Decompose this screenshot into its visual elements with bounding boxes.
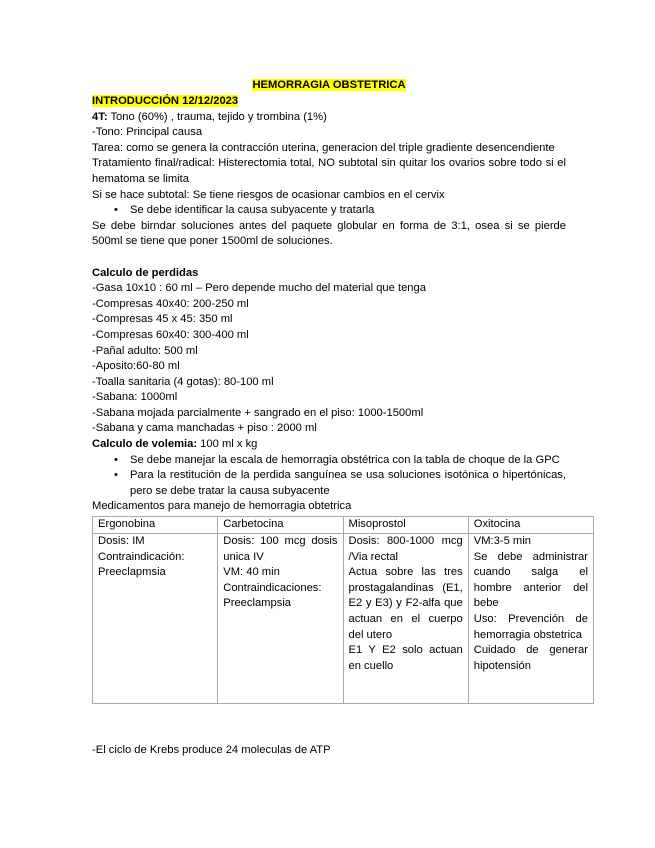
intro-subtotal-line: Si se hace subtotal: Se tiene riesgos de ocasionar cambios en el cervix — [92, 188, 445, 201]
cell-text: Contraindicación: — [98, 550, 185, 563]
table-header-cell: Carbetocina — [218, 517, 343, 534]
cell-text: Dosis: 800-1000 mcg /Via rectal — [348, 535, 463, 563]
cell-text: VM: 40 min — [223, 566, 280, 579]
cell-text: Actua sobre las tres prostagalandinas (E1, E2 y E3) y F2-alfa que actuan en el cuerpo del utero — [348, 566, 463, 641]
intro-4t-line — [92, 110, 566, 126]
carbetocina-cell — [218, 534, 343, 704]
intro-tarea-paragraph: Tarea: como se genera la contracción uterina, generacion del triple gradiente desencendiente — [92, 141, 555, 154]
misoprostol-cell — [343, 534, 468, 704]
cell-text: VM:3-5 min — [473, 535, 531, 548]
medication-table — [92, 516, 594, 704]
perdidas-heading: Calculo de perdidas — [92, 266, 199, 279]
cell-text: Se debe administrar cuando salga el hombre anterior del bebe — [473, 550, 588, 610]
spacer — [92, 250, 566, 266]
intro-heading-row — [92, 94, 566, 110]
perdidas-item: -Gasa 10x10 : 60 ml – Pero depende mucho del material que tenga — [92, 282, 426, 295]
cell-text: Preeclapmsia — [98, 566, 166, 579]
perdidas-item: -Sabana y cama manchadas + piso : 2000 ml — [92, 422, 317, 435]
document-body — [92, 78, 588, 704]
intro-heading: INTRODUCCIÓN 12/12/2023 — [92, 95, 239, 107]
volemia-bullet-item: • Se debe manejar la escala de hemorragia obstétrica con la tabla de choque de la GPC — [130, 453, 566, 469]
volemia-line — [92, 437, 566, 453]
perdidas-item: -Sabana: 1000ml — [92, 391, 178, 404]
table-header-cell: Misoprostol — [343, 517, 468, 534]
table-header-cell: Oxitocina — [468, 517, 593, 534]
volemia-bullet-item: • Para la restitución de la perdida sanguínea se usa soluciones isotónica o hipertónicas, pero se debe tratar la causa subyacente — [130, 468, 566, 499]
table-header-row — [93, 517, 594, 534]
perdidas-item: -Compresas 40x40: 200-250 ml — [92, 297, 249, 310]
intro-4t-text: Tono (60%) , trauma, tejido y trombina (1%) — [107, 110, 327, 123]
ergonobina-cell — [93, 534, 218, 704]
oxitocina-cell — [468, 534, 593, 704]
volemia-value: 100 ml x kg — [197, 438, 258, 451]
intro-4t-label: 4T: — [92, 110, 108, 123]
intro-soluciones-paragraph: Se debe birndar soluciones antes del paquete globular en forma de 3:1, osea si se pierde 500ml se tiene que poner 1500ml de soluciones. — [92, 219, 566, 248]
volemia-bullet-list — [92, 453, 566, 500]
perdidas-item: -Sabana mojada parcialmente + sangrado en el piso: 1000-1500ml — [92, 406, 424, 419]
cell-text: Uso: Prevención de hemorragia obstetrica — [473, 613, 588, 641]
cell-text: Contraindicaciones: Preeclampsia — [223, 581, 322, 610]
cell-text: Cuidado de generar hipotensión — [473, 644, 588, 672]
intro-bullet-item: • Se debe identificar la causa subyacente y tratarla — [130, 203, 566, 219]
footer-note: -El ciclo de Krebs produce 24 moleculas de ATP — [92, 744, 331, 756]
perdidas-item: -Toalla sanitaria (4 gotas): 80-100 ml — [92, 375, 274, 388]
perdidas-item: -Aposito:60-80 ml — [92, 360, 180, 373]
cell-text: Dosis: 100 mcg dosis unica IV — [223, 535, 338, 563]
perdidas-item: -Compresas 60x40: 300-400 ml — [92, 328, 249, 341]
table-header-cell: Ergonobina — [93, 517, 218, 534]
perdidas-item: -Pañal adulto: 500 ml — [92, 344, 198, 357]
table-caption: Medicamentos para manejo de hemorragia obtetrica — [92, 500, 352, 513]
intro-tratamiento-paragraph: Tratamiento final/radical: Histerectomia total, NO subtotal sin quitar los ovarios sobre todo si el hematoma se limita — [92, 157, 566, 185]
volemia-label: Calculo de volemia: — [92, 438, 198, 451]
intro-bullet-list — [92, 203, 566, 219]
cell-text: E1 Y E2 solo actuan en cuello — [348, 644, 463, 672]
document-title: HEMORRAGIA OBSTETRICA — [252, 79, 406, 91]
perdidas-item: -Compresas 45 x 45: 350 ml — [92, 313, 233, 326]
title-row — [92, 78, 566, 94]
perdidas-list — [92, 281, 566, 437]
intro-tono-line: -Tono: Principal causa — [92, 126, 203, 139]
table-row — [93, 534, 594, 704]
cell-text: Dosis: IM — [98, 535, 145, 548]
